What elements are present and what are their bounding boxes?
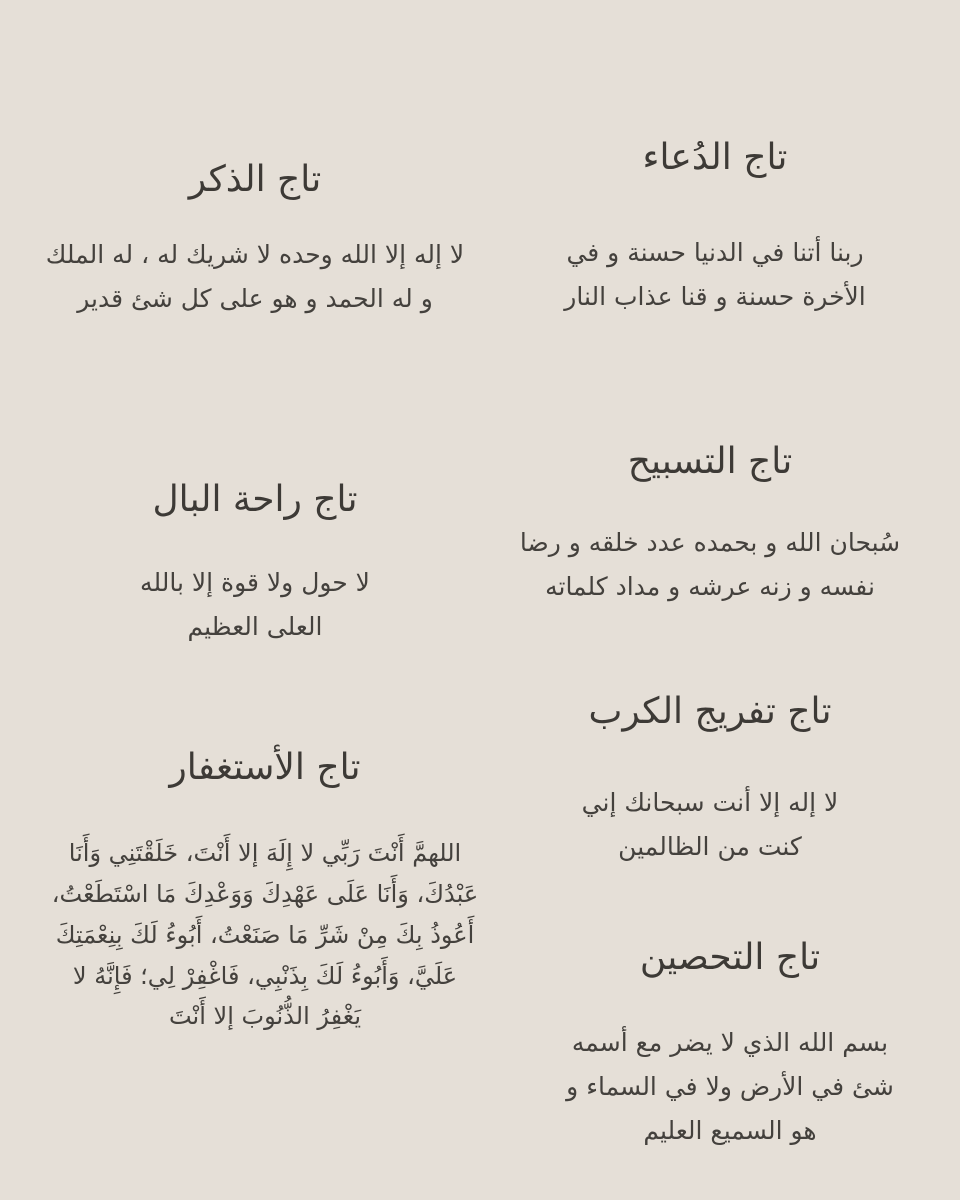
section-tasbih — [480, 440, 940, 609]
section-text-line: الأخرة حسنة و قنا عذاب النار — [564, 281, 866, 311]
section-relief — [540, 690, 880, 869]
section-title: تاج الدُعاء — [642, 137, 788, 178]
section-text-line: لا إله إلا الله وحده لا شريك له ، له الملك — [45, 240, 465, 270]
section-title: تاج تفريج الكرب — [588, 691, 832, 732]
section-text-line: سُبحان الله و بحمده عدد خلقه و رضا — [519, 528, 901, 558]
section-title: تاج التسبيح — [627, 441, 793, 482]
section-text-line: العلى العظيم — [187, 611, 323, 641]
section-istighfar — [30, 746, 500, 1037]
section-text-line: هو السميع العليم — [643, 1115, 817, 1145]
section-text-line: عَلَيَّ، وَأَبُوءُ لَكَ بِذَنْبِي، فَاغْفِرْ لِي؛ فَإِنَّهُ لا — [72, 961, 458, 990]
section-text-line: يَغْفِرُ الذُّنُوبَ إلا أَنْتَ — [168, 1002, 362, 1031]
section-text-line: عَبْدُكَ، وَأَنَا عَلَى عَهْدِكَ وَوَعْدِكَ مَا اسْتَطَعْتُ، — [51, 879, 479, 908]
section-text-line: اللهمَّ أَنْتَ رَبِّي لا إِلَهَ إلا أَنْتَ، خَلَقْتَنِي وَأَنَا — [68, 839, 462, 868]
section-title: تاج الذكر — [188, 159, 322, 200]
section-title: تاج التحصين — [639, 937, 821, 978]
section-text-line: بسم الله الذي لا يضر مع أسمه — [571, 1028, 889, 1058]
section-protection — [530, 936, 930, 1152]
section-title: تاج الأستغفار — [169, 747, 361, 788]
section-text-line: أَعُوذُ بِكَ مِنْ شَرِّ مَا صَنَعْتُ، أَبُوءُ لَكَ بِنِعْمَتِكَ — [55, 920, 475, 949]
section-text-line: كنت من الظالمين — [618, 831, 802, 861]
section-text-line: و له الحمد و هو على كل شئ قدير — [77, 283, 433, 313]
section-text-line: ربنا أتنا في الدنيا حسنة و في — [566, 238, 864, 268]
section-text-line: لا إله إلا أنت سبحانك إني — [581, 788, 839, 818]
section-title: تاج راحة البال — [152, 479, 358, 520]
section-text-line: نفسه و زنه عرشه و مداد كلماته — [545, 571, 875, 601]
section-dhikr — [20, 158, 490, 321]
section-dua — [530, 136, 900, 319]
section-text-line: شئ في الأرض ولا في السماء و — [566, 1071, 894, 1101]
section-peace-of-mind — [100, 478, 410, 649]
section-text-line: لا حول ولا قوة إلا بالله — [140, 568, 370, 598]
